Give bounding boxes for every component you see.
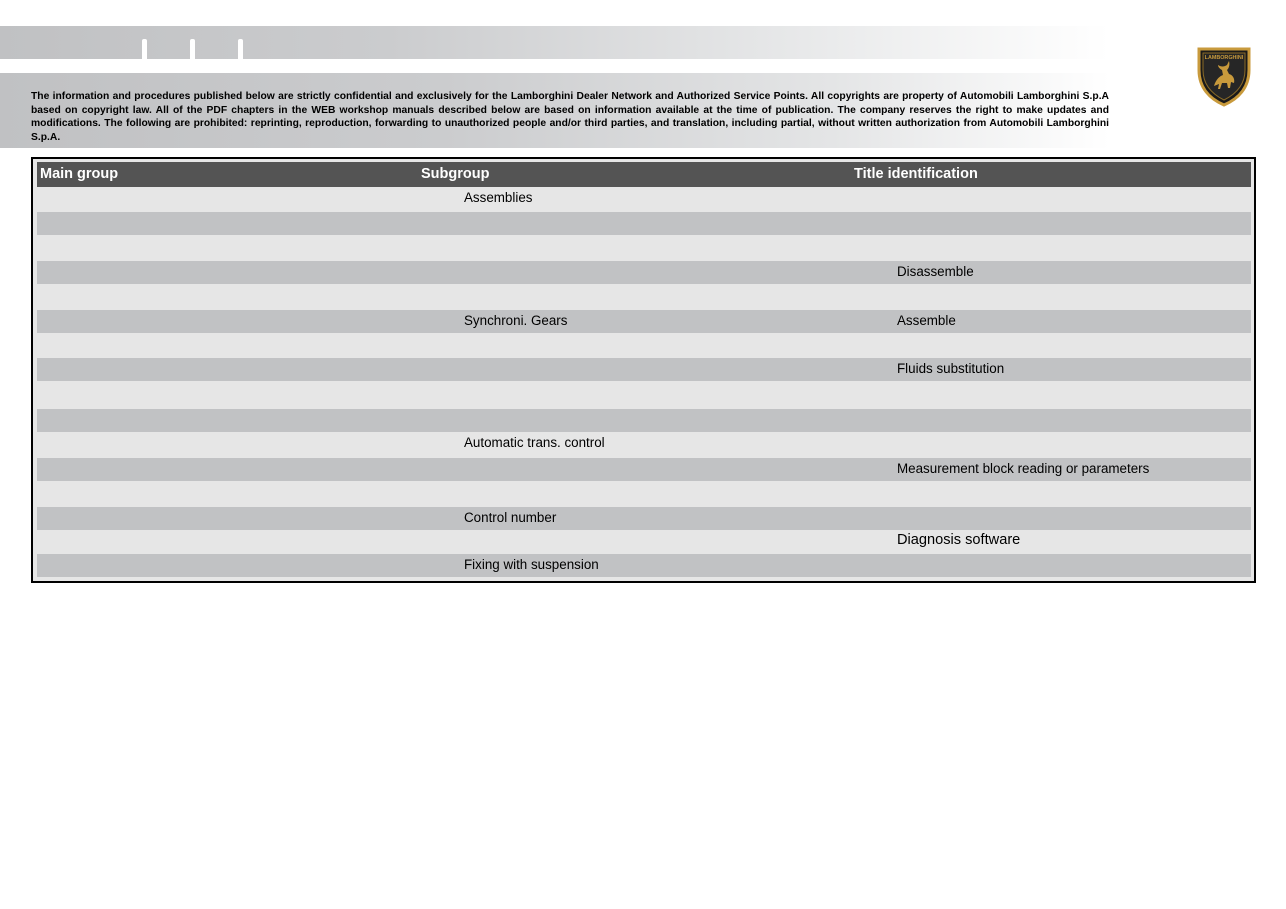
header-main-group: Main group — [40, 166, 119, 182]
title-cell[interactable]: Diagnosis software — [897, 532, 1021, 548]
subgroup-cell[interactable]: Automatic trans. control — [464, 435, 605, 450]
logo-text: LAMBORGHINI — [1204, 55, 1244, 61]
title-cell[interactable]: Disassemble — [897, 264, 974, 279]
nav-tab-marker[interactable] — [142, 39, 147, 59]
table-row[interactable] — [37, 334, 1251, 357]
table-row[interactable] — [37, 432, 1251, 455]
table-row[interactable] — [37, 187, 1251, 210]
nav-tab-marker[interactable] — [190, 39, 195, 59]
table-row[interactable] — [37, 261, 1251, 284]
table-row[interactable] — [37, 554, 1251, 577]
table-row[interactable] — [37, 530, 1251, 553]
table-row[interactable] — [37, 507, 1251, 530]
table-row[interactable] — [37, 236, 1251, 259]
table-row[interactable] — [37, 409, 1251, 432]
lamborghini-bull-shield-icon — [1196, 46, 1252, 108]
top-nav-strip — [0, 26, 1110, 59]
subgroup-cell[interactable]: Fixing with suspension — [464, 557, 599, 572]
subgroup-cell[interactable]: Control number — [464, 510, 557, 525]
service-table — [31, 157, 1256, 583]
table-row[interactable] — [37, 458, 1251, 481]
table-row[interactable] — [37, 310, 1251, 333]
subgroup-cell[interactable]: Synchroni. Gears — [464, 313, 568, 328]
disclaimer-banner — [0, 73, 1110, 148]
table-row[interactable] — [37, 358, 1251, 381]
nav-tab-marker[interactable] — [238, 39, 243, 59]
table-row[interactable] — [37, 482, 1251, 505]
header-subgroup: Subgroup — [421, 166, 490, 182]
table-row[interactable] — [37, 383, 1251, 406]
table-header — [37, 162, 1251, 187]
table-row[interactable] — [37, 285, 1251, 308]
title-cell[interactable]: Fluids substitution — [897, 361, 1005, 376]
title-cell[interactable]: Measurement block reading or parameters — [897, 461, 1150, 476]
table-row[interactable] — [37, 212, 1251, 235]
disclaimer-text: The information and procedures published below are strictly confidential and exclusively for the Lamborghini Dealer Network and Authorized Service Points. All copyrights are property of Automobili Lamborghini S.p.A based on copyright law. All of the PDF chapters in the WEB workshop manuals described below are based on information available at the time of publication. The company reserves the right to make updates and modifications. The following are prohibited: reprinting, reproduction, forwarding to unauthorized people and/or third parties, and translation, including partial, without written authorization from Automobili Lamborghini S.p.A. — [31, 91, 1109, 143]
header-title-identification: Title identification — [854, 166, 978, 182]
title-cell[interactable]: Assemble — [897, 313, 956, 328]
subgroup-cell[interactable]: Assemblies — [464, 190, 533, 205]
